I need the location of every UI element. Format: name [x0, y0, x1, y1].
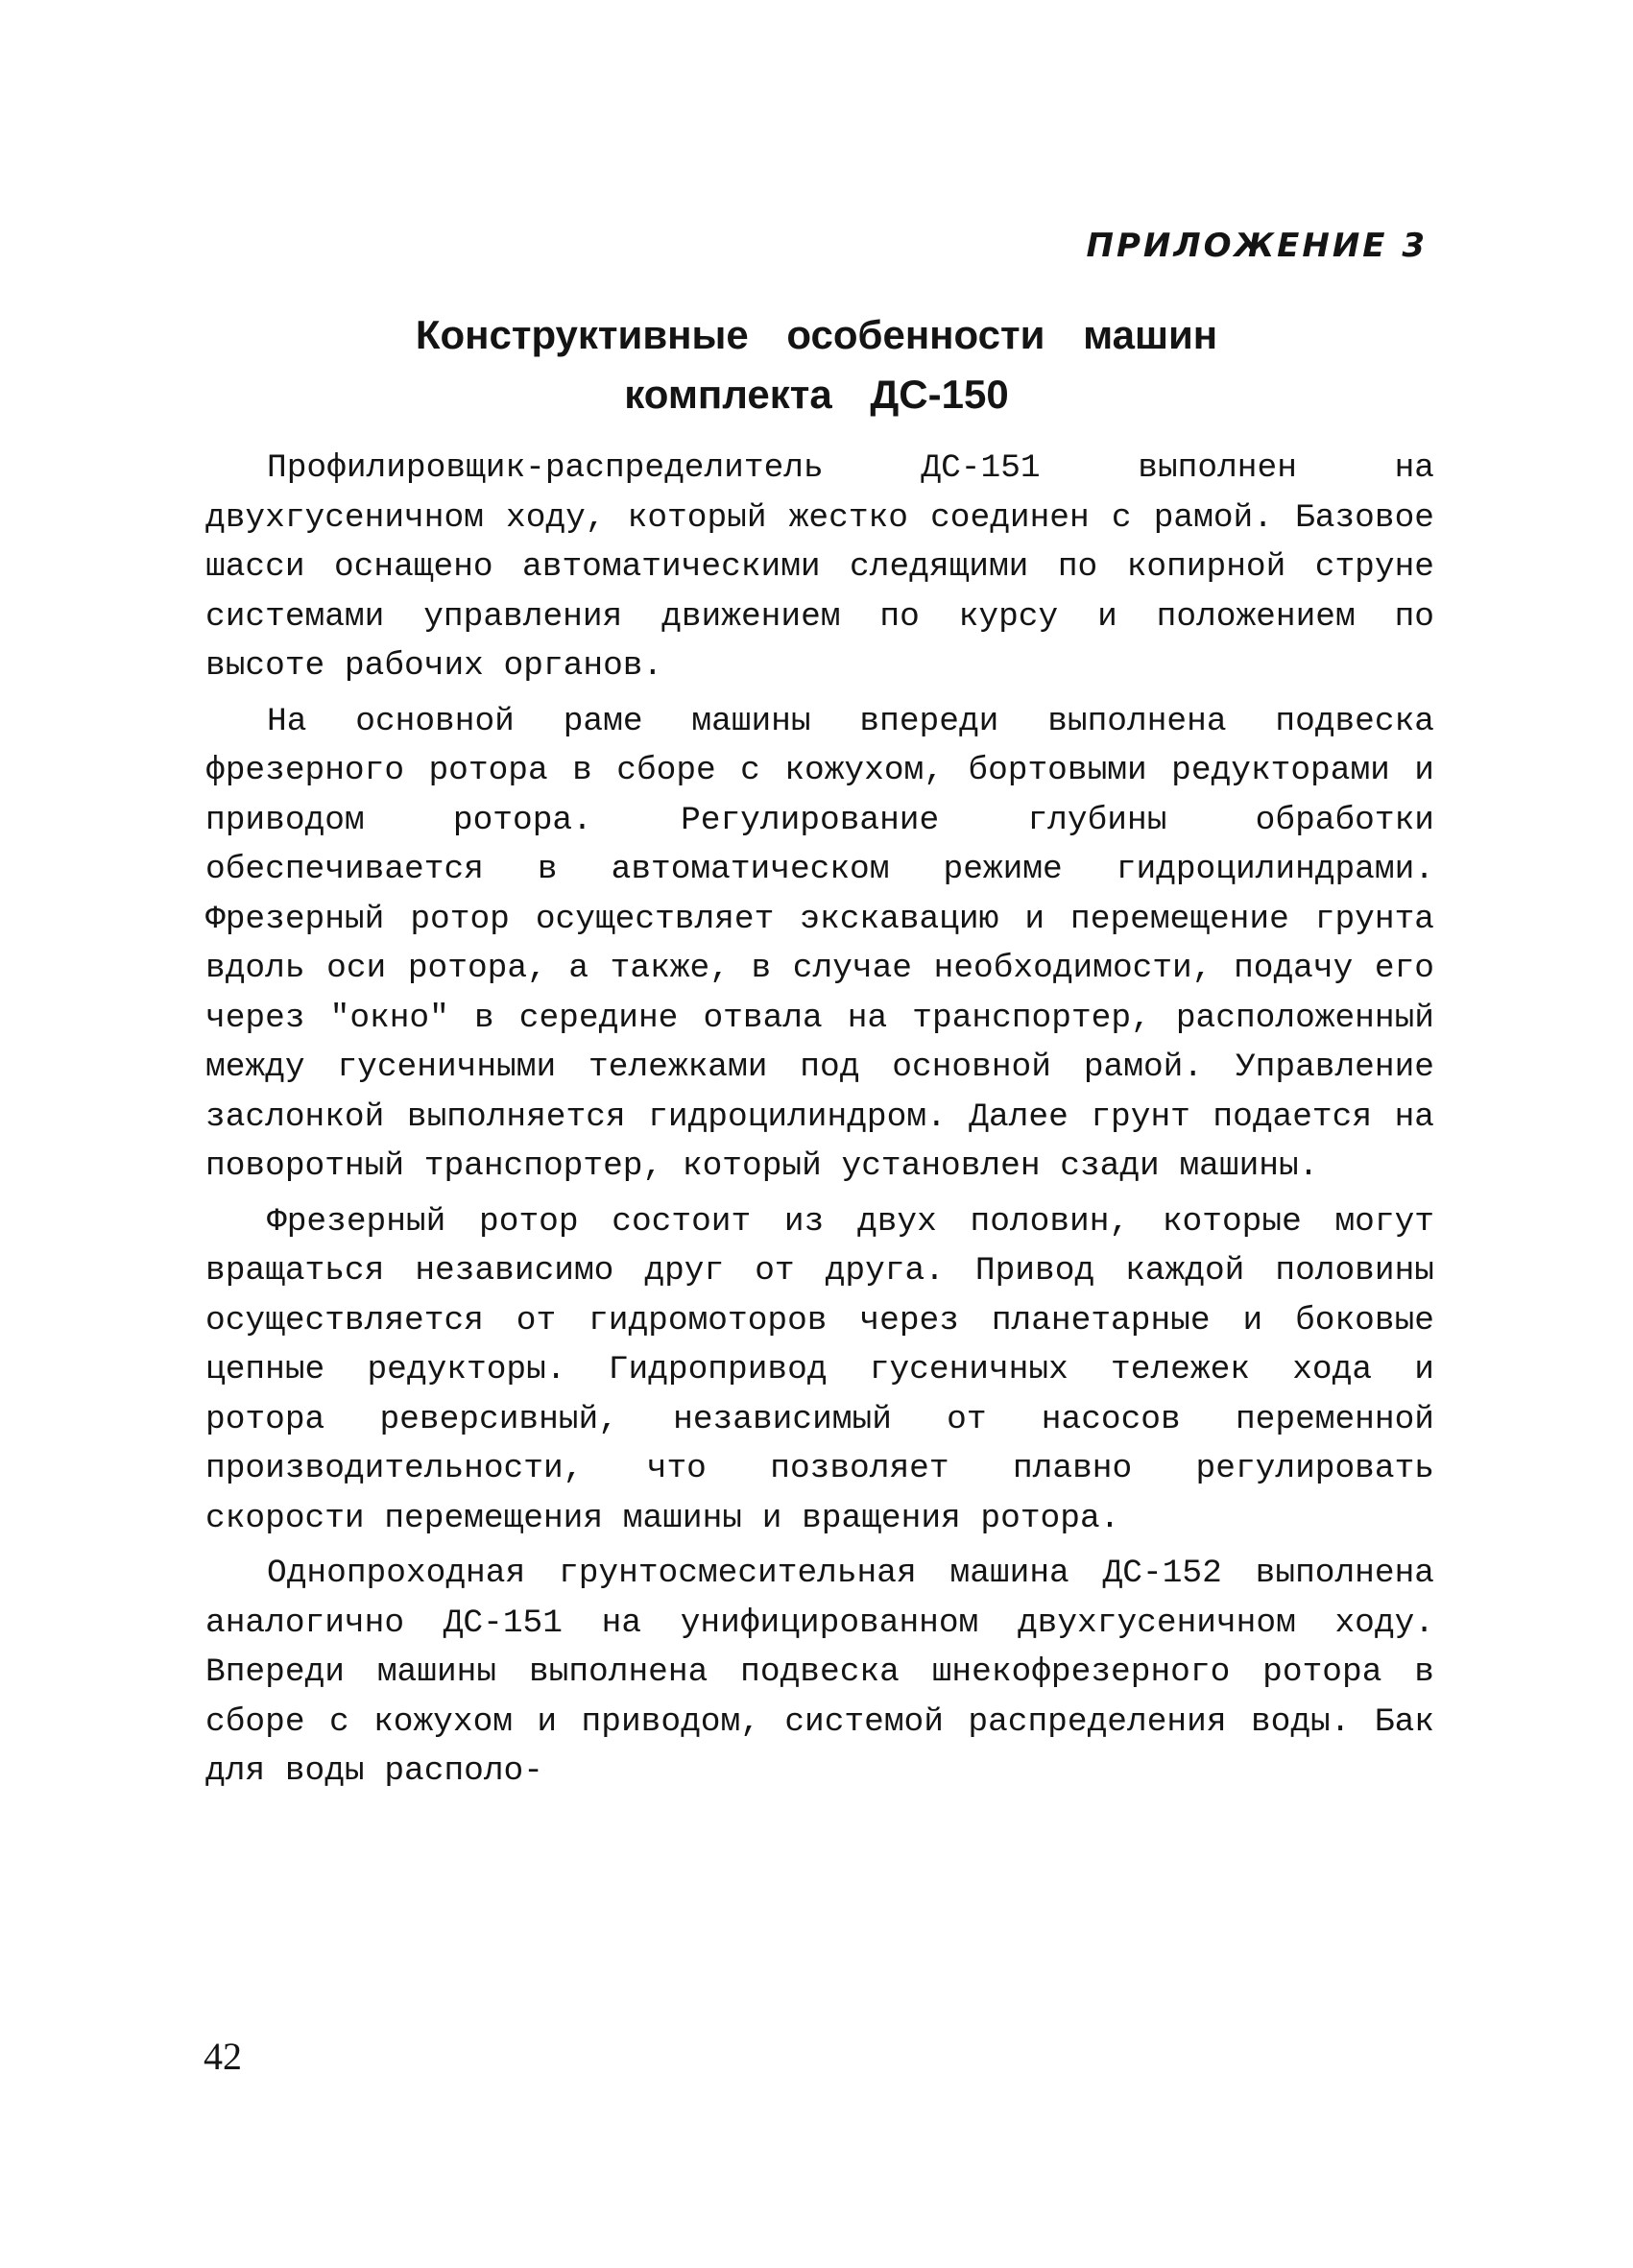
appendix-label: ПРИЛОЖЕНИЕ 3 — [1086, 227, 1428, 265]
paragraph-ds151-chassis: Профилировщик-распределитель ДС-151 выполнен на двухгусеничном ходу, который жестко соединен с рамой. Базовое шасси оснащено автоматическими следящими по копирной струне системами управления движением по курсу и положением по высоте рабочих органов. — [205, 449, 1434, 685]
paragraph-rotor-halves: Фрезерный ротор состоит из двух половин, которые могут вращаться независимо друг от друга. Привод каждой половины осуществляется от гидромоторов через планетарные и боковые цепные редукторы. Гидропривод гусеничных тележек хода и ротора реверсивный, независимый от насосов переменной производительности, что позволяет плавно регулировать скорости перемещения машины и вращения ротора. — [205, 1202, 1434, 1537]
body-text — [205, 444, 1434, 1802]
page-title — [0, 305, 1633, 424]
paragraph-ds151-rotor-suspension: На основной раме машины впереди выполнена подвеска фрезерного ротора в сборе с кожухом, бортовыми редукторами и приводом ротора. Регулирование глубины обработки обеспечивается в автоматическом режиме гидроцилиндрами. Фрезерный ротор осуществляет экскавацию и перемещение грунта вдоль оси ротора, а также, в случае необходимости, подачу его через "окно" в середине отвала на транспортер, расположенный между гусеничными тележками под основной рамой. Управление заслонкой выполняется гидроцилиндром. Далее грунт подается на поворотный транспортер, который установлен сзади машины. — [205, 702, 1434, 1185]
page-title-line-1: Конструктивные особенности машин — [415, 312, 1218, 357]
page-title-line-2: комплекта ДС-150 — [624, 372, 1009, 417]
page-number: 42 — [204, 2035, 242, 2078]
paragraph-ds152: Однопроходная грунтосмесительная машина ДС-152 выполнена аналогично ДС-151 на унифицированном двухгусеничном ходу. Впереди машины выполнена подвеска шнекофрезерного ротора в сборе с кожухом и приводом, системой распределения воды. Бак для воды располо- — [205, 1555, 1434, 1790]
